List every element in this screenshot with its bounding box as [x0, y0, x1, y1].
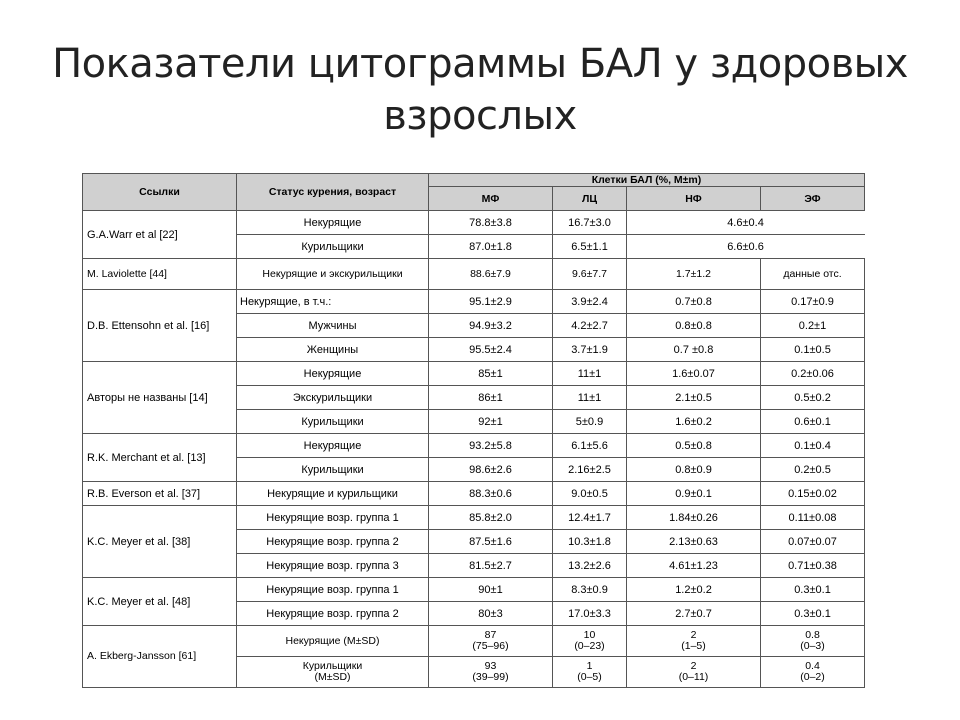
nf-cell: 1.6±0.07	[627, 362, 761, 386]
status-cell: Курильщики	[237, 410, 429, 434]
mf-cell: 81.5±2.7	[429, 554, 553, 578]
nf-cell: 0.8±0.9	[627, 458, 761, 482]
status-cell: Некурящие и экскурильщики	[237, 259, 429, 290]
status-cell: Некурящие возр. группа 2	[237, 602, 429, 626]
nf-ef-cell: 6.6±0.6	[627, 235, 865, 259]
status-cell: Женщины	[237, 338, 429, 362]
nf-cell: 1.2±0.2	[627, 578, 761, 602]
ef-cell: 0.3±0.1	[761, 602, 865, 626]
value: 2	[690, 629, 697, 641]
status-cell: Некурящие возр. группа 2	[237, 530, 429, 554]
lc-cell: 12.4±1.7	[553, 506, 627, 530]
table-row	[83, 259, 865, 290]
status-cell: Некурящие возр. группа 1	[237, 506, 429, 530]
lc-cell: 6.5±1.1	[553, 235, 627, 259]
value: 1	[586, 660, 593, 672]
ef-cell: 0.17±0.9	[761, 290, 865, 314]
table-row	[83, 362, 865, 386]
mf-cell: 86±1	[429, 386, 553, 410]
range: (39–99)	[472, 671, 509, 683]
header-refs: Ссылки	[83, 174, 237, 211]
mf-cell: 98.6±2.6	[429, 458, 553, 482]
mf-cell: 90±1	[429, 578, 553, 602]
nf-cell: 1.7±1.2	[627, 259, 761, 290]
header-mf: МФ	[429, 187, 553, 211]
value: 0.8	[805, 629, 820, 641]
lc-cell: 3.9±2.4	[553, 290, 627, 314]
status-cell: Некурящие, в т.ч.:	[237, 290, 429, 314]
value: 87	[484, 629, 497, 641]
lc-cell: 11±1	[553, 362, 627, 386]
status-line: Курильщики	[302, 660, 363, 672]
nf-cell: 2.7±0.7	[627, 602, 761, 626]
mf-cell	[429, 626, 553, 657]
value: 2	[690, 660, 697, 672]
header-lc: ЛЦ	[553, 187, 627, 211]
mf-cell: 93.2±5.8	[429, 434, 553, 458]
value: 0.4	[805, 660, 820, 672]
nf-cell: 0.8±0.8	[627, 314, 761, 338]
lc-cell: 2.16±2.5	[553, 458, 627, 482]
status-cell: Некурящие	[237, 434, 429, 458]
ef-cell	[761, 657, 865, 688]
nf-cell: 0.7±0.8	[627, 290, 761, 314]
status-cell: Некурящие (M±SD)	[237, 626, 429, 657]
mf-cell: 88.3±0.6	[429, 482, 553, 506]
nf-cell: 1.84±0.26	[627, 506, 761, 530]
ef-cell: 0.15±0.02	[761, 482, 865, 506]
status-cell: Некурящие и курильщики	[237, 482, 429, 506]
range: (0–23)	[574, 640, 605, 652]
nf-cell: 2.13±0.63	[627, 530, 761, 554]
status-cell: Курильщики	[237, 235, 429, 259]
status-cell: Некурящие	[237, 362, 429, 386]
lc-cell: 3.7±1.9	[553, 338, 627, 362]
mf-cell: 78.8±3.8	[429, 211, 553, 235]
lc-cell: 6.1±5.6	[553, 434, 627, 458]
mf-cell: 94.9±3.2	[429, 314, 553, 338]
mf-cell: 87.0±1.8	[429, 235, 553, 259]
ef-cell: 0.71±0.38	[761, 554, 865, 578]
nf-cell	[627, 657, 761, 688]
nf-cell: 2.1±0.5	[627, 386, 761, 410]
mf-cell: 95.1±2.9	[429, 290, 553, 314]
table-row	[83, 578, 865, 602]
ef-cell: 0.1±0.5	[761, 338, 865, 362]
status-cell: Мужчины	[237, 314, 429, 338]
cytogram-table	[82, 173, 865, 688]
status-cell: Экскурильщики	[237, 386, 429, 410]
ref-cell: K.C. Meyer et al. [38]	[83, 506, 237, 578]
lc-cell: 5±0.9	[553, 410, 627, 434]
slide-title: Показатели цитограммы БАЛ у здоровых взрослых	[52, 41, 908, 139]
mf-cell: 95.5±2.4	[429, 338, 553, 362]
status-cell: Курильщики	[237, 458, 429, 482]
range: (75–96)	[472, 640, 509, 652]
nf-cell: 4.61±1.23	[627, 554, 761, 578]
lc-cell: 4.2±2.7	[553, 314, 627, 338]
ref-cell: K.C. Meyer et al. [48]	[83, 578, 237, 626]
status-cell: Некурящие возр. группа 3	[237, 554, 429, 578]
table-row	[83, 211, 865, 235]
ref-cell: M. Laviolette [44]	[83, 259, 237, 290]
range: (0–11)	[678, 671, 709, 683]
nf-cell: 0.5±0.8	[627, 434, 761, 458]
ef-cell	[761, 626, 865, 657]
lc-cell: 16.7±3.0	[553, 211, 627, 235]
header-cells-group: Клетки БАЛ (%, M±m)	[429, 174, 865, 187]
lc-cell: 13.2±2.6	[553, 554, 627, 578]
status-cell	[237, 657, 429, 688]
header-status: Статус курения, возраст	[237, 174, 429, 211]
mf-cell: 88.6±7.9	[429, 259, 553, 290]
range: (1–5)	[681, 640, 706, 652]
mf-cell	[429, 657, 553, 688]
lc-cell: 10.3±1.8	[553, 530, 627, 554]
lc-cell: 11±1	[553, 386, 627, 410]
ef-cell: 0.1±0.4	[761, 434, 865, 458]
value: 93	[484, 660, 497, 672]
ref-cell: G.A.Warr et al [22]	[83, 211, 237, 259]
ef-cell: 0.6±0.1	[761, 410, 865, 434]
nf-cell	[627, 626, 761, 657]
ef-cell: 0.07±0.07	[761, 530, 865, 554]
table-row	[83, 434, 865, 458]
mf-cell: 85±1	[429, 362, 553, 386]
ef-cell: 0.2±0.5	[761, 458, 865, 482]
ef-cell: 0.5±0.2	[761, 386, 865, 410]
ef-cell: 0.2±0.06	[761, 362, 865, 386]
table-row	[83, 290, 865, 314]
table-row	[83, 482, 865, 506]
value: 10	[583, 629, 596, 641]
lc-cell: 17.0±3.3	[553, 602, 627, 626]
nf-cell: 0.7 ±0.8	[627, 338, 761, 362]
table-row	[83, 626, 865, 657]
range: (0–2)	[800, 671, 825, 683]
ref-cell: Авторы не названы [14]	[83, 362, 237, 434]
nf-ef-cell: 4.6±0.4	[627, 211, 865, 235]
range: (0–3)	[800, 640, 825, 652]
ref-cell: D.B. Ettensohn et al. [16]	[83, 290, 237, 362]
mf-cell: 80±3	[429, 602, 553, 626]
nf-cell: 0.9±0.1	[627, 482, 761, 506]
status-line: (M±SD)	[314, 671, 351, 683]
lc-cell: 8.3±0.9	[553, 578, 627, 602]
mf-cell: 87.5±1.6	[429, 530, 553, 554]
ref-cell: R.K. Merchant et al. [13]	[83, 434, 237, 482]
ef-cell: данные отс.	[761, 259, 865, 290]
status-cell: Некурящие возр. группа 1	[237, 578, 429, 602]
ref-cell: R.B. Everson et al. [37]	[83, 482, 237, 506]
ef-cell: 0.11±0.08	[761, 506, 865, 530]
table-row	[83, 506, 865, 530]
ef-cell: 0.3±0.1	[761, 578, 865, 602]
ref-cell: A. Ekberg-Jansson [61]	[83, 626, 237, 688]
ef-cell: 0.2±1	[761, 314, 865, 338]
nf-cell: 1.6±0.2	[627, 410, 761, 434]
mf-cell: 92±1	[429, 410, 553, 434]
lc-cell	[553, 626, 627, 657]
range: (0–5)	[577, 671, 602, 683]
lc-cell	[553, 657, 627, 688]
lc-cell: 9.0±0.5	[553, 482, 627, 506]
lc-cell: 9.6±7.7	[553, 259, 627, 290]
mf-cell: 85.8±2.0	[429, 506, 553, 530]
header-ef: ЭФ	[761, 187, 865, 211]
header-nf: НФ	[627, 187, 761, 211]
status-cell: Некурящие	[237, 211, 429, 235]
